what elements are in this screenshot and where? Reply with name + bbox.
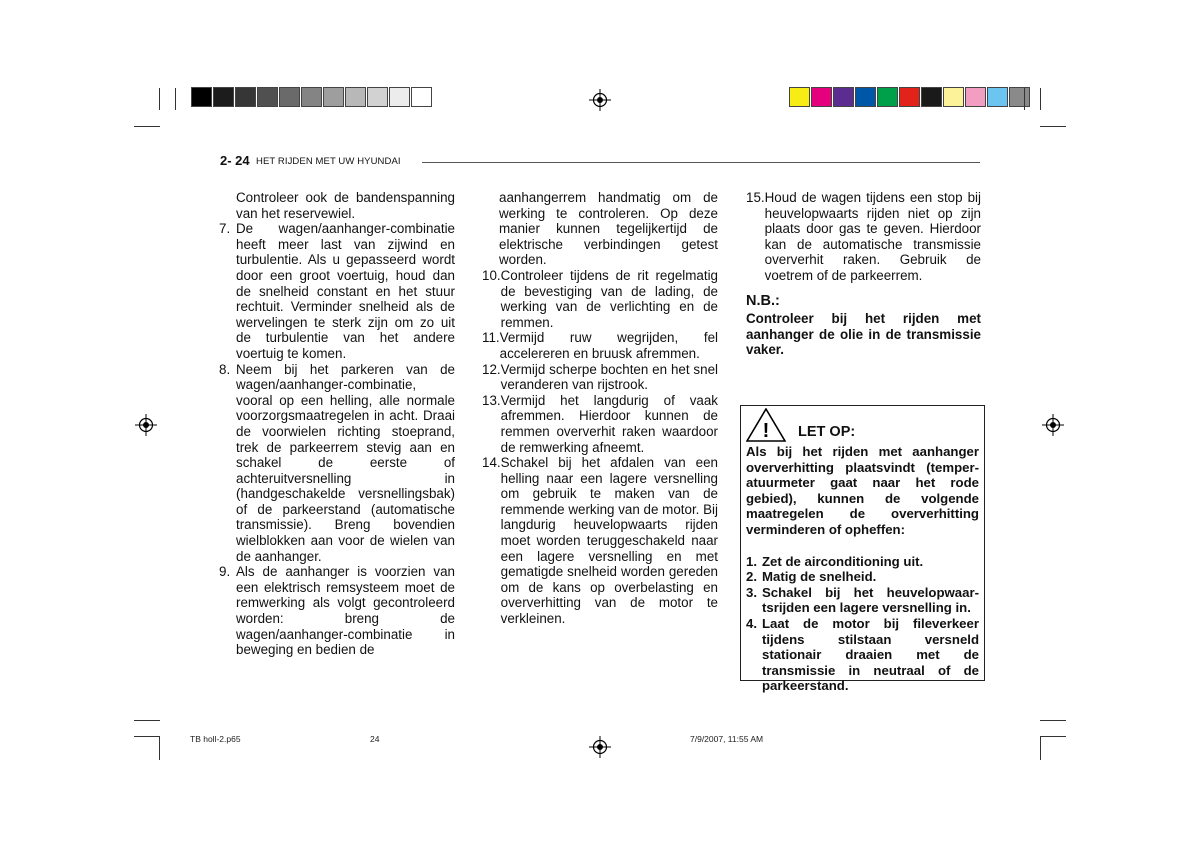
note-title: N.B.: (746, 292, 780, 309)
registration-mark-icon (135, 414, 157, 436)
crop-mark (1040, 126, 1066, 127)
header-rule (422, 162, 980, 163)
item-text: Vermijd scherpe bochten en het snel veranderen van rijstrook. (500, 361, 718, 393)
warning-header (746, 412, 979, 442)
item-text: Als de aanhanger is voorzien van een elektrisch remsysteem moet de remwerking als volgt gecontroleerd worden: breng de wagen/aanhanger-combinatie in beweging en bedien de (236, 564, 455, 658)
item-text: Houd de wagen tijdens een stop bij heuvelopwaarts rijden niet op zijn plaats door gas te geven. Hierdoor kan de automatische transmissie oververhit raken. Gebruik de voetrem of de parkeerrem. (764, 190, 981, 283)
warning-list-item (746, 554, 979, 570)
color-swatch (323, 87, 344, 107)
crop-mark (175, 88, 176, 110)
crop-mark (1040, 736, 1041, 760)
item-text: Schakel bij het afdalen van een helling naar een lagere versnelling om gebruik te maken van de remmende werking van de motor. Bij langdurig heuvelopwaarts rijden moet worden teruggeschakeld naar een lagere versnelling en met gematigde snelheid worden gereden om de kans op overbelasting en oververhitting van de motor te verkleinen. (500, 455, 718, 627)
item-number: 9. (219, 564, 231, 580)
color-swatch (213, 87, 234, 107)
color-swatch (411, 87, 432, 107)
section-title: HET RIJDEN MET UW HYUNDAI (256, 156, 401, 167)
crop-mark (1040, 88, 1041, 110)
crop-mark (1040, 720, 1066, 721)
footer-page: 24 (370, 734, 380, 744)
crop-mark (134, 720, 160, 721)
item-text: Zet de airconditioning uit. (762, 553, 924, 569)
running-header (220, 153, 980, 169)
item-text: Laat de motor bij fileverkeer tijdens stilstaan versneld stationair draaien met de transmissie in neutraal of de parkeerstand. (762, 615, 979, 694)
warning-box (740, 405, 985, 694)
numbered-item (219, 564, 455, 658)
color-swatch (943, 87, 964, 107)
warning-title: LET OP: (798, 424, 856, 441)
item-number: 12. (482, 361, 501, 377)
item-number: 8. (219, 361, 231, 377)
continued-paragraph: Controleer ook de bandenspanning van het reservewiel. (236, 190, 455, 221)
item-number: 10. (482, 267, 501, 283)
note-text: Controleer bij het rijden met aanhanger de olie in de transmissie vaker. (746, 311, 981, 358)
crop-mark (159, 88, 160, 110)
footer-datetime: 7/9/2007, 11:55 AM (690, 734, 764, 744)
numbered-item (482, 362, 718, 393)
color-swatch (389, 87, 410, 107)
crop-mark (134, 126, 160, 127)
item-text: Matig de snelheid. (762, 569, 877, 585)
text-column-3 (746, 190, 981, 358)
item-text: Neem bij het parkeren van de wagen/aanhanger-combinatie, vooral op een helling, alle normale voorzorgsmaatregelen in acht. Draai de voorwielen richting stoeprand, trek de parkeerrem stevig aan en schakel de eerste of achteruitversnelling in (handgeschakelde versnellingsbak) of de parkeerstand (automatische transmissie). Breng bovendien wielblokken aan voor de wielen van de aanhanger. (236, 361, 455, 564)
item-number: 14. (482, 455, 501, 471)
color-swatch (833, 87, 854, 107)
crop-mark (159, 736, 160, 760)
item-number: 7. (219, 221, 231, 237)
item-number: 13. (482, 392, 501, 408)
page-number: 2- 24 (220, 153, 250, 168)
color-swatch (235, 87, 256, 107)
warning-list-item (746, 569, 979, 585)
warning-mark: ! (762, 420, 770, 442)
numbered-item (219, 362, 455, 565)
process-color-bar (789, 87, 1031, 107)
continued-paragraph: aanhangerrem handmatig om de werking te controleren. Op deze manier kunnen tegelijkertijd de elektrische verbindingen getest worden. (499, 190, 718, 268)
warning-list (746, 554, 979, 694)
color-swatch (279, 87, 300, 107)
item-number: 4. (746, 615, 757, 631)
color-swatch (789, 87, 810, 107)
footer-filename: TB holl-2.p65 (190, 734, 241, 744)
warning-intro: Als bij het rijden met aanhanger oververhitting plaatsvindt (temper-atuurmeter gaat naar het rode gebied), kunnen de volgende maatregelen de oververhitting verminderen of opheffen: (746, 444, 979, 537)
color-swatch (191, 87, 212, 107)
text-column-1 (219, 190, 455, 658)
numbered-item (482, 455, 718, 627)
item-number: 11. (482, 330, 500, 346)
registration-mark-icon (589, 736, 611, 758)
numbered-item (746, 190, 981, 284)
numbered-item (219, 221, 455, 361)
numbered-item (482, 393, 718, 455)
registration-mark-icon (1042, 414, 1064, 436)
item-text: Controleer tijdens de rit regelmatig de bevestiging van de lading, de werking van de verlichting en de remmen. (500, 267, 718, 330)
registration-mark-icon (589, 89, 611, 111)
color-swatch (1009, 87, 1030, 107)
crop-mark (134, 736, 160, 737)
crop-mark (1040, 736, 1066, 737)
warning-list-item (746, 585, 979, 616)
item-number: 3. (746, 584, 757, 600)
color-swatch (921, 87, 942, 107)
color-swatch (301, 87, 322, 107)
color-swatch (987, 87, 1008, 107)
item-text: Vermijd het langdurig of vaak afremmen. Hierdoor kunnen de remmen oververhit raken waardoor de remwerking afneemt. (500, 392, 718, 455)
item-text: Schakel bij het heuvelopwaar-tsrijden een lagere versnelling in. (762, 584, 979, 616)
color-swatch (899, 87, 920, 107)
grayscale-color-bar (191, 87, 433, 107)
color-swatch (345, 87, 366, 107)
warning-list-item (746, 616, 979, 694)
numbered-item (482, 268, 718, 330)
color-swatch (367, 87, 388, 107)
color-swatch (855, 87, 876, 107)
item-number: 15. (746, 190, 765, 205)
warning-triangle-icon (746, 408, 786, 442)
color-swatch (257, 87, 278, 107)
color-swatch (965, 87, 986, 107)
color-swatch (811, 87, 832, 107)
color-swatch (877, 87, 898, 107)
crop-mark (1024, 88, 1025, 110)
item-number: 2. (746, 569, 757, 585)
text-column-2 (482, 190, 718, 627)
item-text: Vermijd ruw wegrijden, fel accelereren en bruusk afremmen. (499, 330, 718, 361)
numbered-item (482, 330, 718, 361)
item-number: 1. (746, 553, 757, 569)
item-text: De wagen/aanhanger-combinatie heeft meer last van zijwind en turbulentie. Als u gepasseerd wordt door een groot voertuig, houd dan de snelheid constant en het stuur rechtuit. Verminder snelheid als de wervelingen te sterk zijn om zo uit de turbulentie van het andere voertuig te komen. (236, 221, 455, 361)
